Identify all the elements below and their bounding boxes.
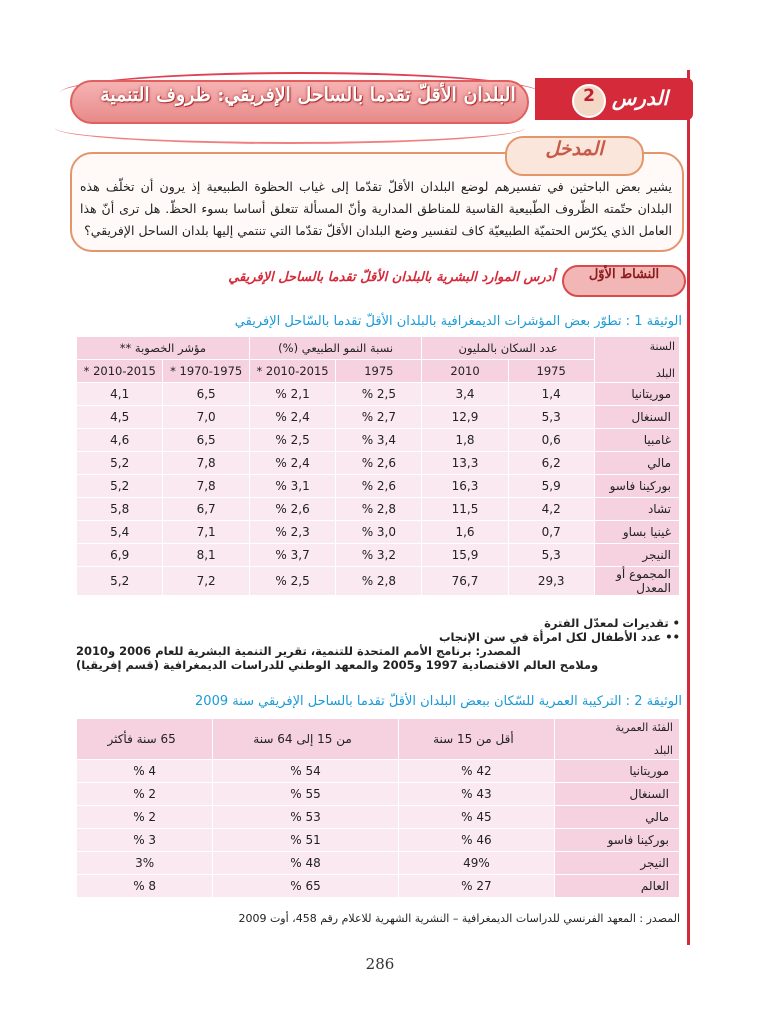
value-cell: 7,0 [163,406,249,429]
value-cell: 55 % [213,783,399,806]
table-row [77,567,680,596]
country-cell: غامبيا [594,429,679,452]
value-cell: 4 % [77,760,213,783]
value-cell: 2,5 % [249,429,335,452]
note-fertility: •• عدد الأطفال لكل امرأة في سن الإنجاب [438,630,680,644]
table-row [77,406,680,429]
page-number: 286 [365,955,395,973]
value-cell: 5,3 [508,544,594,567]
value-cell: 5,2 [77,567,163,596]
doc1-source: المصدر: برنامج الأمم المتحدة للتنمية، تقرير التنمية البشرية للعام 2006 و2010 [76,644,521,658]
table-row [77,383,680,406]
value-cell: 29,3 [508,567,594,596]
doc1-source-cont: وملامح العالم الاقتصادية 1997 و2005 والمعهد الوطني للدراسات الديمغرافية (قسم إفريقيا) [76,658,599,672]
table-row [77,806,680,829]
value-cell: 7,8 [163,475,249,498]
value-cell: 27 % [398,875,554,898]
value-cell: 76,7 [422,567,508,596]
value-cell: 53 % [213,806,399,829]
value-cell: 12,9 [422,406,508,429]
header-population: عدد السكان بالمليون [422,337,594,360]
value-cell: 2,6 % [249,498,335,521]
subheader: 2010 [422,360,508,383]
table-row [77,852,680,875]
value-cell: 6,7 [163,498,249,521]
col-65-plus: 65 سنة فأكثر [77,719,213,760]
header-country-2: البلد [653,744,673,757]
header-fertility: مؤشر الخصوبة ** [77,337,250,360]
header-year: السنة [649,339,675,353]
table-row [77,875,680,898]
value-cell: 2 % [77,783,213,806]
intro-tab: المدخل [505,136,644,176]
table2-corner [555,719,680,760]
country-cell: العالم [555,875,680,898]
subheader: 1975 [336,360,422,383]
value-cell: 3,4 [422,383,508,406]
note-estimate: • تقديرات لمعدّل الفترة [544,616,680,630]
col-under-15: أقل من 15 سنة [398,719,554,760]
table-row [77,475,680,498]
country-cell: موريتانيا [555,760,680,783]
value-cell: 3,7 % [249,544,335,567]
country-cell: غينيا بساو [594,521,679,544]
value-cell: 2,8 % [336,498,422,521]
activity-text: أدرس الموارد البشرية بالبلدان الأقلّ تقدما بالساحل الإفريقي [228,270,555,285]
value-cell: 0,7 [508,521,594,544]
value-cell: 0,6 [508,429,594,452]
country-cell: موريتانيا [594,383,679,406]
value-cell: 7,1 [163,521,249,544]
value-cell: 2 % [77,806,213,829]
country-cell: النيجر [555,852,680,875]
value-cell: 1,8 [422,429,508,452]
value-cell: 15,9 [422,544,508,567]
value-cell: 11,5 [422,498,508,521]
value-cell: 5,3 [508,406,594,429]
country-cell: بوركينا فاسو [555,829,680,852]
value-cell: 2,1 % [249,383,335,406]
lesson-label: الدرس [611,86,669,110]
value-cell: 5,8 [77,498,163,521]
doc1-notes [76,616,680,672]
col-15-64: من 15 إلى 64 سنة [213,719,399,760]
lesson-title: البلدان الأقلّ تقدما بالساحل الإفريقي: ظروف التنمية [100,84,516,106]
value-cell: 46 % [398,829,554,852]
value-cell: 13,3 [422,452,508,475]
country-cell: بوركينا فاسو [594,475,679,498]
value-cell: 2,4 % [249,406,335,429]
value-cell: 4,1 [77,383,163,406]
value-cell: 6,2 [508,452,594,475]
value-cell: 4,6 [77,429,163,452]
value-cell: 4,5 [77,406,163,429]
value-cell: 2,5 % [336,383,422,406]
value-cell: 2,7 % [336,406,422,429]
subheader: 2010-2015 * [77,360,163,383]
doc2-source: المصدر : المعهد الفرنسي للدراسات الديمغرافية – النشرية الشهرية للاعلام رقم 458، أوت 2009 [238,912,680,925]
subheader: 1970-1975 * [163,360,249,383]
value-cell: 8,1 [163,544,249,567]
value-cell: 3% [77,852,213,875]
value-cell: 48 % [213,852,399,875]
subheader: 2010-2015 * [249,360,335,383]
value-cell: 5,9 [508,475,594,498]
country-cell: مالي [555,806,680,829]
value-cell: 43 % [398,783,554,806]
value-cell: 3 % [77,829,213,852]
value-cell: 2,5 % [249,567,335,596]
value-cell: 2,6 % [336,475,422,498]
table-row [77,783,680,806]
intro-text: يشير بعض الباحثين في تفسيرهم لوضع البلدان الأقلّ تقدّما إلى غياب الحظوة الطبيعية إذ يرون أن تخلّف هذه البلدان حتّمته الظّروف الطّبيعية القاسية للمناطق المدارية وأنّ المسألة تتعلق أساسا بسوء الحظّ. هل ترى أنّ هذا العامل الذي يكرّس الحتميّة الطبيعيّة كاف لتفسير وضع البلدان الأقلّ تقدّما التي تنتمي إليها بلدان الساحل الإفريقي؟ [80,179,672,238]
doc1-title: الوثيقة 1 : تطوّر بعض المؤشرات الديمغرافية بالبلدان الأقلّ تقدما بالسّاحل الإفريقي [234,314,682,329]
header-growth: نسبة النمو الطبيعي (%) [249,337,422,360]
value-cell: 7,8 [163,452,249,475]
country-cell: النيجر [594,544,679,567]
value-cell: 3,4 % [336,429,422,452]
value-cell: 51 % [213,829,399,852]
value-cell: 3,1 % [249,475,335,498]
value-cell: 45 % [398,806,554,829]
subheader: 1975 [508,360,594,383]
page-side-rule [687,70,690,945]
demographic-table [76,336,680,596]
value-cell: 3,2 % [336,544,422,567]
value-cell: 1,6 [422,521,508,544]
table-row [77,429,680,452]
value-cell: 54 % [213,760,399,783]
lesson-number: 2 [572,84,606,118]
value-cell: 5,4 [77,521,163,544]
country-cell: المجموع أو المعدل [594,567,679,596]
table-row [77,521,680,544]
value-cell: 7,2 [163,567,249,596]
value-cell: 3,0 % [336,521,422,544]
value-cell: 4,2 [508,498,594,521]
value-cell: 2,3 % [249,521,335,544]
value-cell: 42 % [398,760,554,783]
value-cell: 2,8 % [336,567,422,596]
value-cell: 16,3 [422,475,508,498]
value-cell: 49% [398,852,554,875]
table-corner [594,337,679,383]
table-row [77,544,680,567]
value-cell: 5,2 [77,452,163,475]
header-age-group: الفئة العمرية [615,721,673,734]
table-row [77,498,680,521]
value-cell: 65 % [213,875,399,898]
country-cell: السنغال [555,783,680,806]
table-row [77,760,680,783]
country-cell: السنغال [594,406,679,429]
age-structure-table [76,718,680,898]
activity-label: النشاط الأوّل [562,265,686,297]
table-row [77,452,680,475]
table-row [77,829,680,852]
value-cell: 6,9 [77,544,163,567]
value-cell: 8 % [77,875,213,898]
doc2-title: الوثيقة 2 : التركيبة العمرية للسّكان ببعض البلدان الأقلّ تقدما بالساحل الإفريقي سنة 2009 [195,694,682,709]
value-cell: 6,5 [163,383,249,406]
value-cell: 6,5 [163,429,249,452]
value-cell: 1,4 [508,383,594,406]
value-cell: 2,4 % [249,452,335,475]
header-country: البلد [655,366,675,380]
country-cell: مالي [594,452,679,475]
value-cell: 5,2 [77,475,163,498]
country-cell: تشاد [594,498,679,521]
value-cell: 2,6 % [336,452,422,475]
